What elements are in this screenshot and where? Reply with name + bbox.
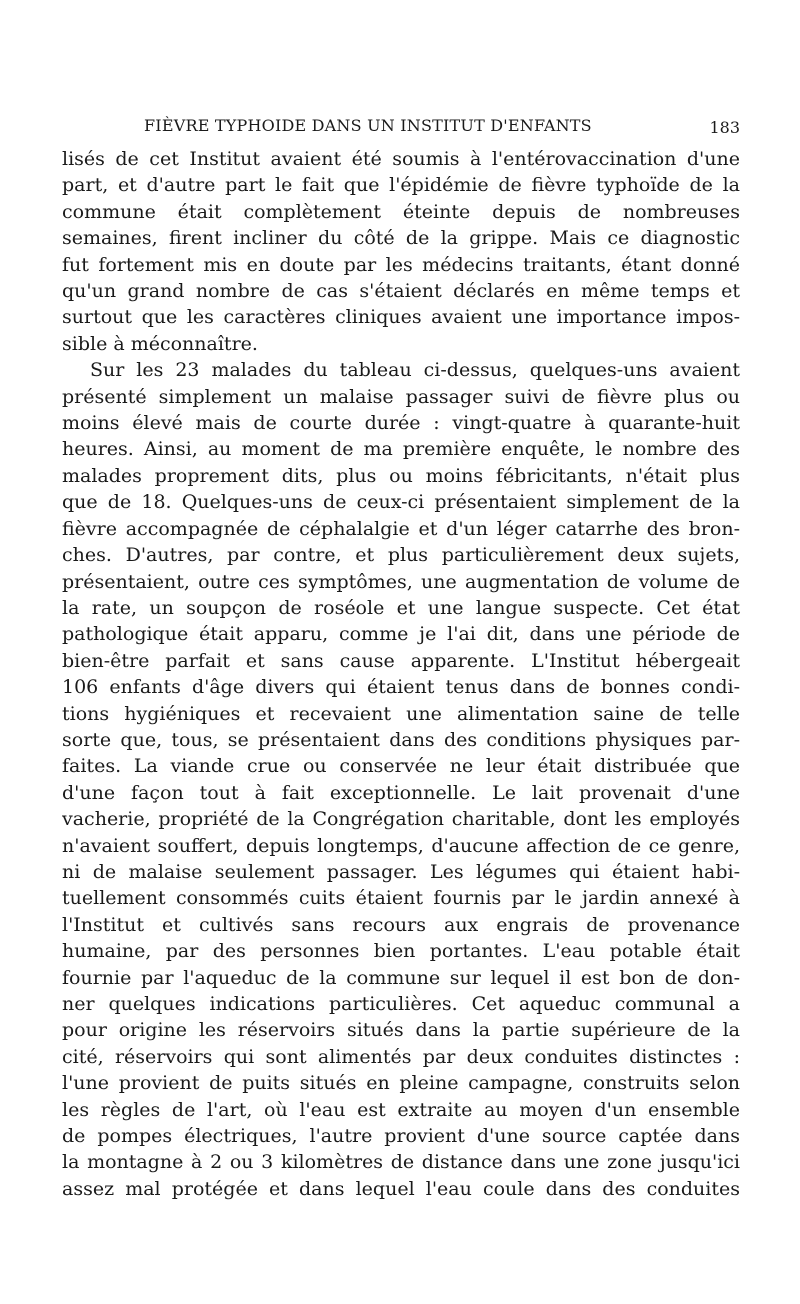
paragraph-1 (62, 146, 740, 357)
text-line: pour origine les réservoirs situés dans la partie supérieure de la (62, 1019, 740, 1042)
text-line: les règles de l'art, où l'eau est extraite au moyen d'un ensemble (62, 1098, 740, 1121)
text-line: n'avaient souffert, depuis longtemps, d'aucune affection de ce genre, (62, 834, 740, 857)
paragraph-2 (62, 357, 740, 1202)
text-line: sorte que, tous, se présentaient dans des conditions physiques par- (62, 728, 740, 751)
text-line: d'une façon tout à fait exceptionnelle. Le lait provenait d'une (62, 781, 740, 804)
text-line: la rate, un soupçon de roséole et une langue suspecte. Cet état (62, 596, 740, 619)
text-line: moins élevé mais de courte durée : vingt-quatre à quarante-huit (62, 412, 740, 435)
text-line: semaines, firent incliner du côté de la grippe. Mais ce diagnostic (62, 227, 740, 250)
text-line: sible à méconnaître. (62, 332, 258, 355)
text-line: tions hygiéniques et recevaient une alimentation saine de telle (62, 702, 740, 725)
text-line: fut fortement mis en doute par les médecins traitants, étant donné (62, 253, 740, 276)
text-line: pathologique était apparu, comme je l'ai dit, dans une période de (62, 623, 740, 646)
book-page (62, 112, 740, 1202)
text-line: vacherie, propriété de la Congrégation charitable, dont les employés (62, 808, 740, 831)
text-line: fièvre accompagnée de céphalalgie et d'un léger catarrhe des bron- (62, 517, 740, 540)
text-line: surtout que les caractères cliniques avaient une importance impos- (62, 306, 740, 329)
text-line: qu'un grand nombre de cas s'étaient déclarés en même temps et (62, 280, 740, 303)
text-line: heures. Ainsi, au moment de ma première enquête, le nombre des (62, 438, 740, 461)
text-line: présenté simplement un malaise passager suivi de fièvre plus ou (62, 385, 740, 408)
text-line: bien-être parfait et sans cause apparente. L'Institut hébergeait (62, 649, 740, 672)
text-line: ches. D'autres, par contre, et plus particulièrement deux sujets, (62, 544, 740, 567)
text-line: Sur les 23 malades du tableau ci-dessus, quelques-uns avaient (90, 359, 740, 382)
running-head (62, 112, 740, 140)
text-line: cité, réservoirs qui sont alimentés par deux conduites distinctes : (62, 1045, 740, 1068)
page-number: 183 (709, 118, 740, 137)
text-line: de pompes électriques, l'autre provient d'une source captée dans (62, 1125, 740, 1148)
text-line: malades proprement dits, plus ou moins fébricitants, n'était plus (62, 464, 740, 487)
text-line: part, et d'autre part le fait que l'épidémie de fièvre typhoïde de la (62, 174, 740, 197)
text-line: ni de malaise seulement passager. Les légumes qui étaient habi- (62, 860, 740, 883)
text-line: ner quelques indications particulières. Cet aqueduc communal a (62, 993, 740, 1015)
running-title: FIÈVRE TYPHOIDE DANS UN INSTITUT D'ENFANTS (144, 116, 592, 135)
text-line: l'une provient de puits situés en pleine campagne, construits selon (62, 1072, 740, 1095)
text-line: assez mal protégée et dans lequel l'eau coule dans des conduites (62, 1177, 740, 1200)
text-line: présentaient, outre ces symptômes, une augmentation de volume de (62, 570, 740, 593)
body-text (62, 146, 740, 1202)
text-line: l'Institut et cultivés sans recours aux engrais de provenance (62, 913, 740, 936)
text-line: tuellement consommés cuits étaient fournis par le jardin annexé à (62, 887, 740, 910)
text-line: 106 enfants d'âge divers qui étaient tenus dans de bonnes condi- (62, 676, 740, 699)
text-line: faites. La viande crue ou conservée ne leur était distribuée que (62, 755, 740, 778)
text-line: la montagne à 2 ou 3 kilomètres de distance dans une zone jusqu'ici (62, 1151, 740, 1174)
text-line: commune était complètement éteinte depuis de nombreuses (62, 200, 740, 223)
text-line: humaine, par des personnes bien portantes. L'eau potable était (62, 940, 740, 963)
text-line: lisés de cet Institut avaient été soumis à l'entérovaccination d'une (62, 148, 740, 170)
text-line: fournie par l'aqueduc de la commune sur lequel il est bon de don- (62, 966, 740, 989)
text-line: que de 18. Quelques-uns de ceux-ci présentaient simplement de la (62, 491, 740, 514)
